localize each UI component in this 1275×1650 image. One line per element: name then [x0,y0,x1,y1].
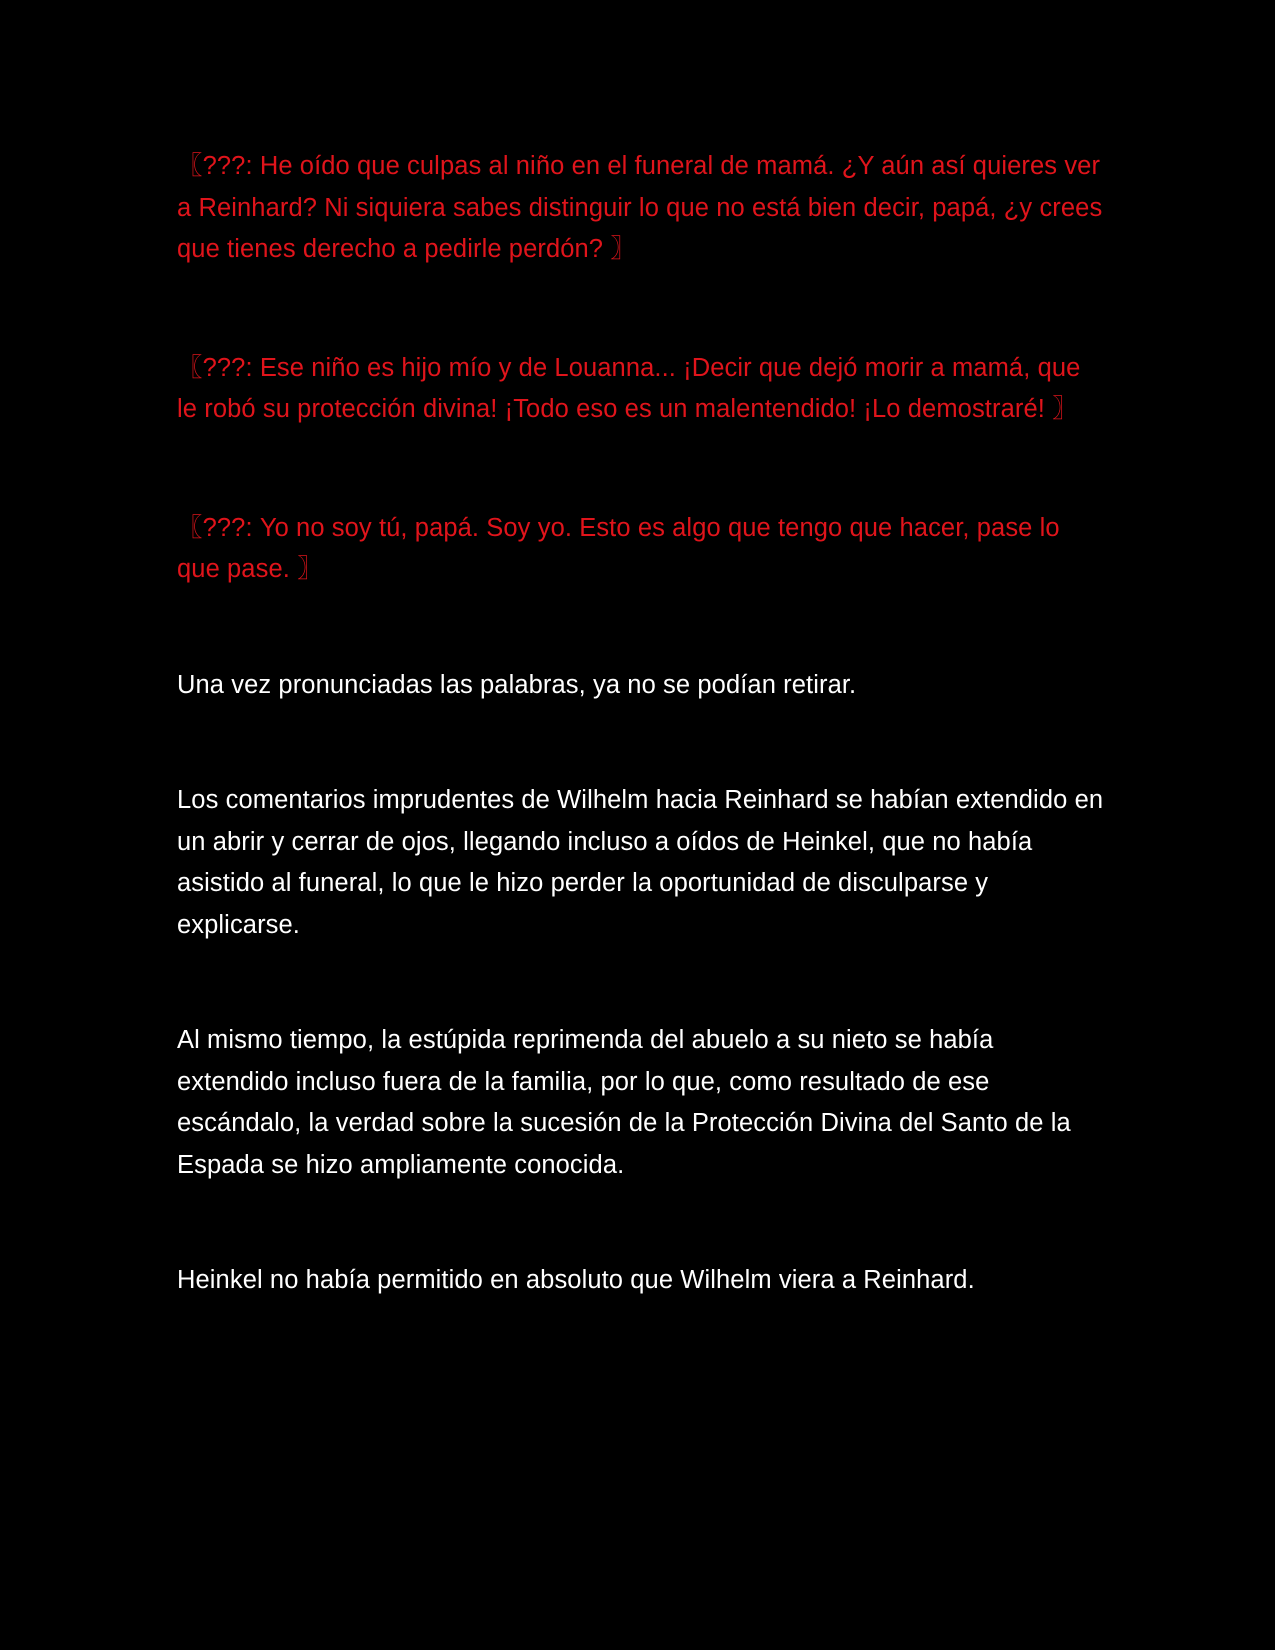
narration-paragraph: Los comentarios imprudentes de Wilhelm hacia Reinhard se habían extendido en un abrir y cerrar de ojos, llegando incluso a oídos de Heinkel, que no había asistido al funeral, lo que le hizo perder la oportunidad de disculparse y explicarse. [177,786,1104,939]
narration-paragraph: Al mismo tiempo, la estúpida reprimenda del abuelo a su nieto se había extendido incluso fuera de la familia, por lo que, como resultado de ese escándalo, la verdad sobre la sucesión de la Protección Divina del Santo de la Espada se hizo ampliamente conocida. [177,1026,1071,1179]
narration-paragraph: Una vez pronunciadas las palabras, ya no se podían retirar. [177,670,857,699]
dialogue-paragraph: 〖???: Yo no soy tú, papá. Soy yo. Esto es algo que tengo que hacer, pase lo que pase. 〗 [177,513,1060,583]
narration-paragraph: Heinkel no había permitido en absoluto que Wilhelm viera a Reinhard. [177,1266,975,1294]
text-column [177,146,1107,1302]
dialogue-paragraph: 〖???: Ese niño es hijo mío y de Louanna... ¡Decir que dejó morir a mamá, que le robó su protección divina! ¡Todo eso es un malentendido! ¡Lo demostraré! 〗 [177,353,1081,423]
dialogue-paragraph: 〖???: He oído que culpas al niño en el funeral de mamá. ¿Y aún así quieres ver a Reinhard? Ni siquiera sabes distinguir lo que no está bien decir, papá, ¿y crees que tienes derecho a pedirle perdón? 〗 [177,152,1103,263]
